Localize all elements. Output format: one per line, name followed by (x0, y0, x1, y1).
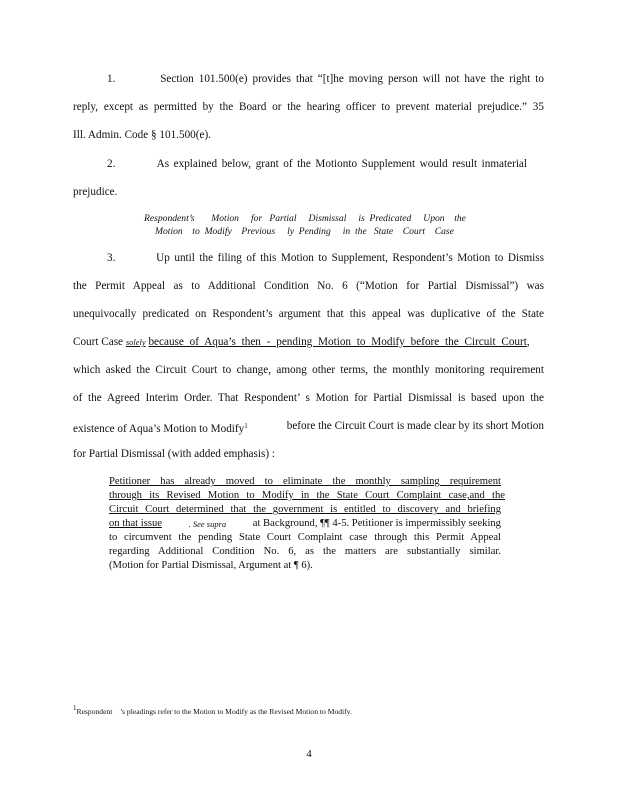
para3-line1: 3. Up until the filing of this Motion to Supplement, Respondent’s Motion to Dismiss (107, 252, 544, 264)
para3-line7 (73, 419, 544, 436)
para3-line6: of the Agreed Interim Order. That Respondent’ s Motion for Partial Dismissal is based upon the (73, 392, 544, 404)
then-pending-underlined: because of Aqua’s then - pending Motion to Modify before the Circuit Court (148, 336, 527, 348)
para2-line1: 2. As explained below, grant of the Motionto Supplement would result inmaterial (107, 158, 527, 170)
para3-line2: the Permit Appeal as to Additional Condition No. 6 (“Motion for Partial Dismissal”) was (73, 280, 544, 292)
para3-line3: unequivocally predicated on Respondent’s argument that this appeal was duplicative of the State (73, 308, 544, 320)
para1-line3: Ill. Admin. Code § 101.500(e). (73, 129, 211, 141)
para3-line5: which asked the Circuit Court to change, among other terms, the monthly monitoring requirement (73, 364, 544, 376)
section-heading-line1: Respondent’s Motion for Partial Dismissal is Predicated Upon the (144, 213, 466, 224)
comma: , (526, 336, 530, 348)
background-citation: at Background, ¶¶ 4-5. Petitioner is impermissibly seeking (252, 518, 501, 529)
solely-emphasis: solely (125, 337, 146, 347)
para2-line2: prejudice. (73, 186, 118, 198)
quote-line1: Petitioner has already moved to eliminate the monthly sampling requirement (109, 476, 501, 487)
circuit-court-text: before the Circuit Court is made clear by its short Motion (286, 420, 544, 432)
quote-line5: to circumvent the pending State Court Complaint case through this Permit Appeal (109, 532, 501, 543)
on-that-issue: on that issue (109, 518, 162, 529)
para3-line4 (73, 335, 530, 349)
page-number: 4 (306, 748, 312, 760)
aqua-motion-text: existence of Aqua’s Motion to Modify$^1$ (73, 422, 248, 435)
footnote-ref: 1 (244, 422, 248, 430)
footnote (73, 703, 352, 717)
para3-line8: for Partial Dismissal (with added emphasis) : (73, 448, 275, 460)
see-supra: . See supra (188, 519, 227, 529)
para1-line1: 1. Section 101.500(e) provides that “[t]he moving person will not have the right to (107, 73, 544, 85)
footnote-text: Respondent ’s pleadings refer to the Motion to Modify as the Revised Motion to Modify. (76, 707, 352, 716)
court-case-text: Court Case (73, 336, 124, 348)
quote-line3: Circuit Court determined that the government is entitled to discovery and briefing (109, 504, 501, 515)
quote-line6: regarding Additional Condition No. 6, as the matters are substantially similar. (109, 546, 501, 557)
section-heading-line2: Motion to Modify Previous ly Pending in the State Court Case (155, 226, 454, 237)
footnote-mark: 1 (73, 704, 77, 712)
quote-line2: through its Revised Motion to Modify in the State Court Complaint case,and the (109, 490, 505, 501)
para1-line2: reply, except as permitted by the Board or the hearing officer to prevent material prejudice.” 35 (73, 101, 544, 113)
quote-line7: (Motion for Partial Dismissal, Argument at ¶ 6). (109, 560, 313, 571)
quote-line4 (109, 518, 501, 530)
